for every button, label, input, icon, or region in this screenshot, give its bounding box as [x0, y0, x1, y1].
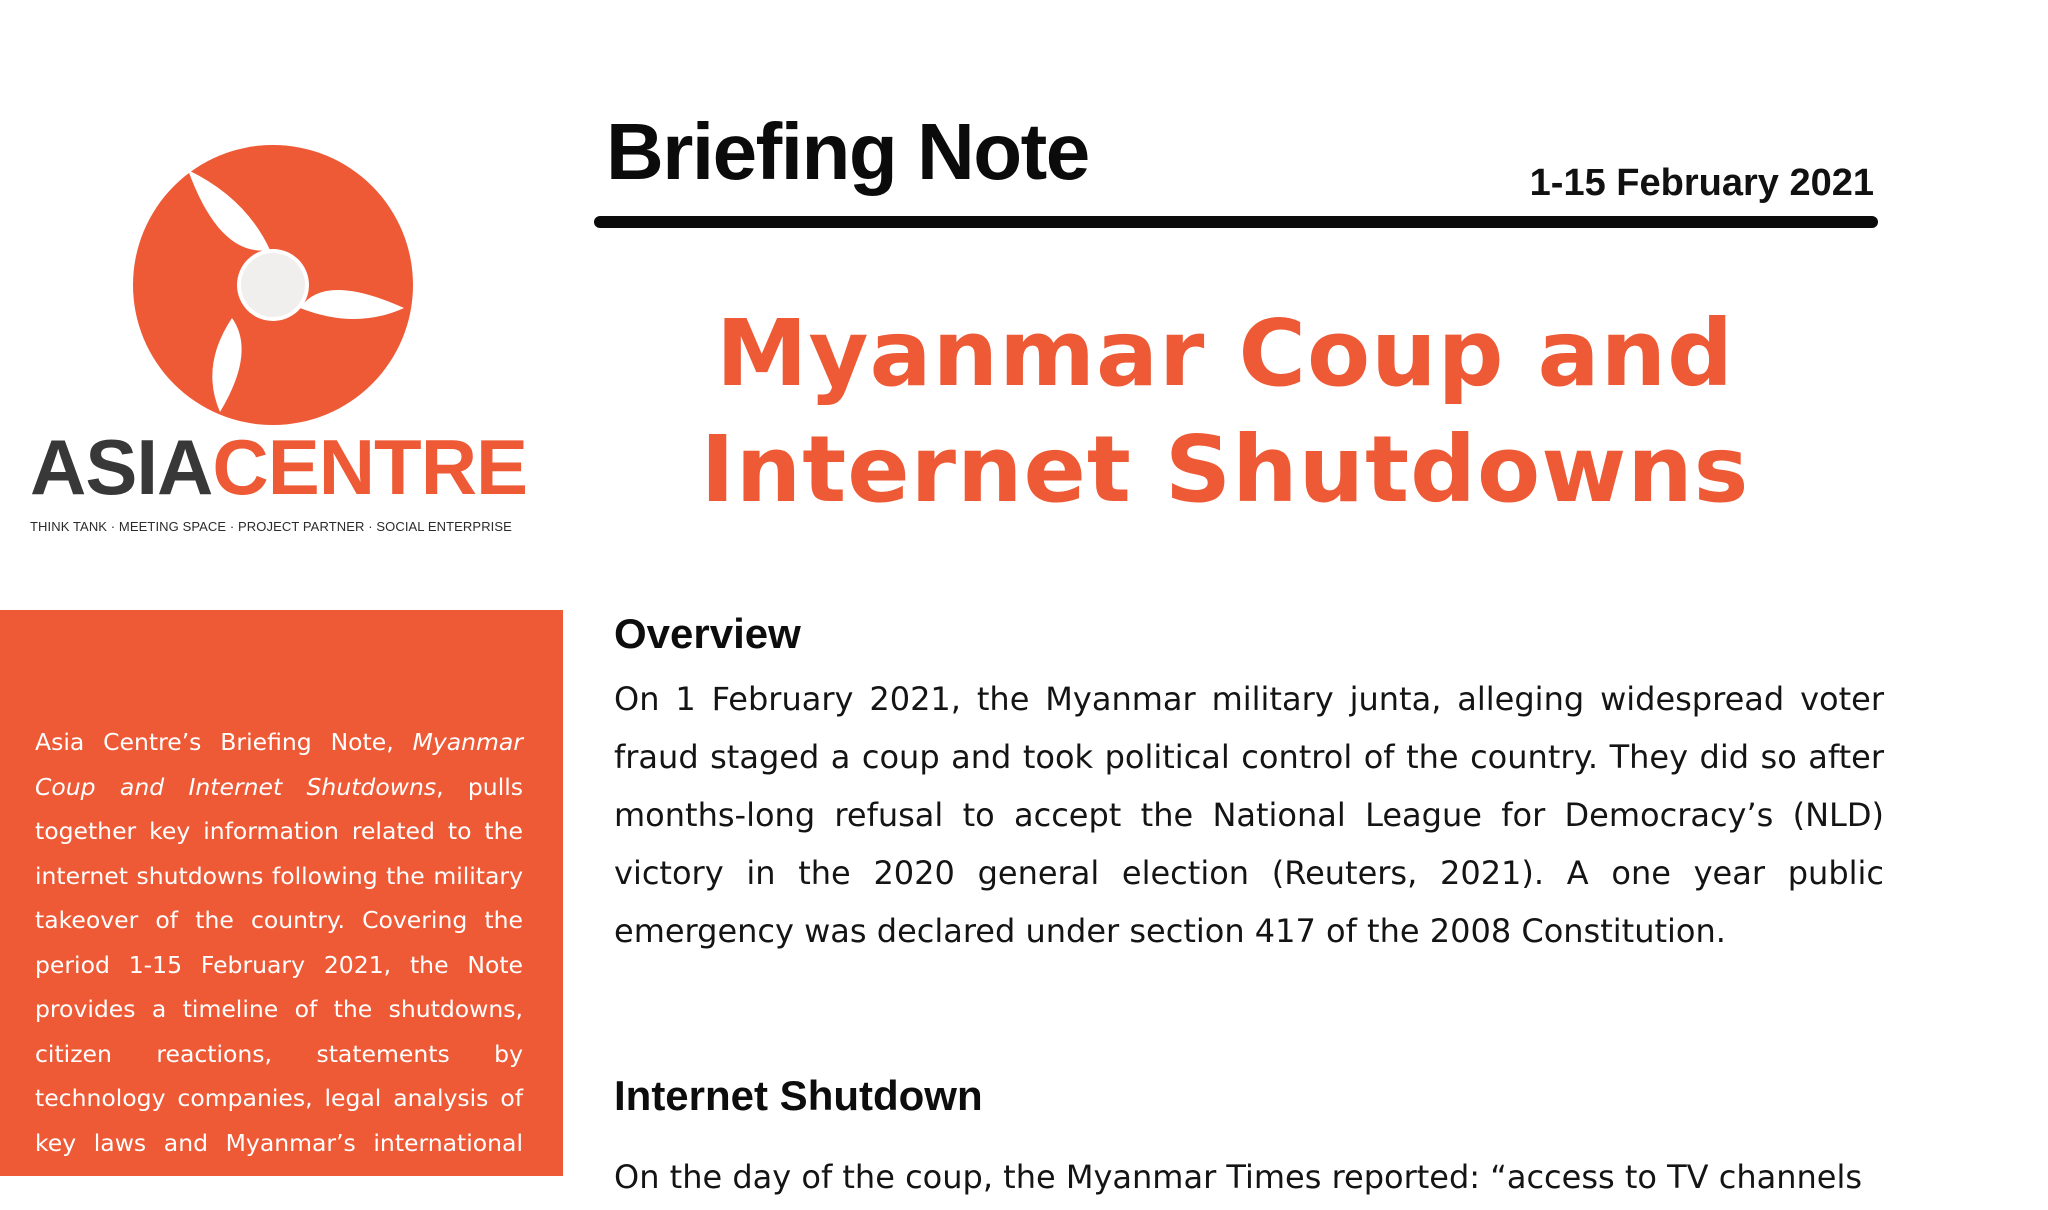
sidebar-text-intro: Asia Centre’s Briefing Note, [35, 728, 413, 756]
sidebar-summary-panel [0, 610, 563, 1201]
logo-wordmark [30, 423, 530, 511]
document-date: 1-15 February 2021 [1529, 162, 1874, 204]
sidebar-text-body: , pulls together key information related to the internet shutdowns following the military takeover of the country. Covering the period 1-15 February 2021, the Note provides a timeline of the shutdowns, citizen reactions, statements by technology companies, legal analysis of key laws and Myanmar’s international human rights obligations. Asia Centre [35, 772, 524, 1201]
logo-word-centre: CENTRE [212, 423, 528, 511]
sidebar-text-note-title: Myanmar Coup and Internet Shutdowns [35, 728, 523, 801]
logo-swirl-icon [128, 140, 418, 430]
overview-heading: Overview [614, 610, 801, 657]
internet-shutdown-paragraph: On the day of the coup, the Myanmar Times reported: “access to TV channels [614, 1158, 1863, 1196]
asia-centre-logo-icon [128, 140, 418, 430]
logo-tagline: THINK TANK · MEETING SPACE · PROJECT PARTNER · SOCIAL ENTERPRISE [30, 519, 512, 534]
internet-shutdown-heading: Internet Shutdown [614, 1072, 983, 1119]
header-divider [594, 216, 1878, 228]
document-type-label: Briefing Note [606, 107, 1089, 196]
logo-word-asia: ASIA [30, 423, 213, 511]
main-title [700, 296, 1750, 528]
sidebar-summary-text [35, 720, 523, 1210]
main-title-line-2: Internet Shutdowns [700, 416, 1750, 523]
main-title-line-1: Myanmar Coup and [716, 300, 1734, 407]
overview-paragraph: On 1 February 2021, the Myanmar military junta, alleging widespread voter fraud staged a coup and took political control of the country. They did so after months-long refusal to accept the National League for Democracy’s (NLD) victory in the 2020 general election (Reuters, 2021). A one year public emergency was declared under section 417 of the 2008 Constitution. [614, 680, 1884, 950]
